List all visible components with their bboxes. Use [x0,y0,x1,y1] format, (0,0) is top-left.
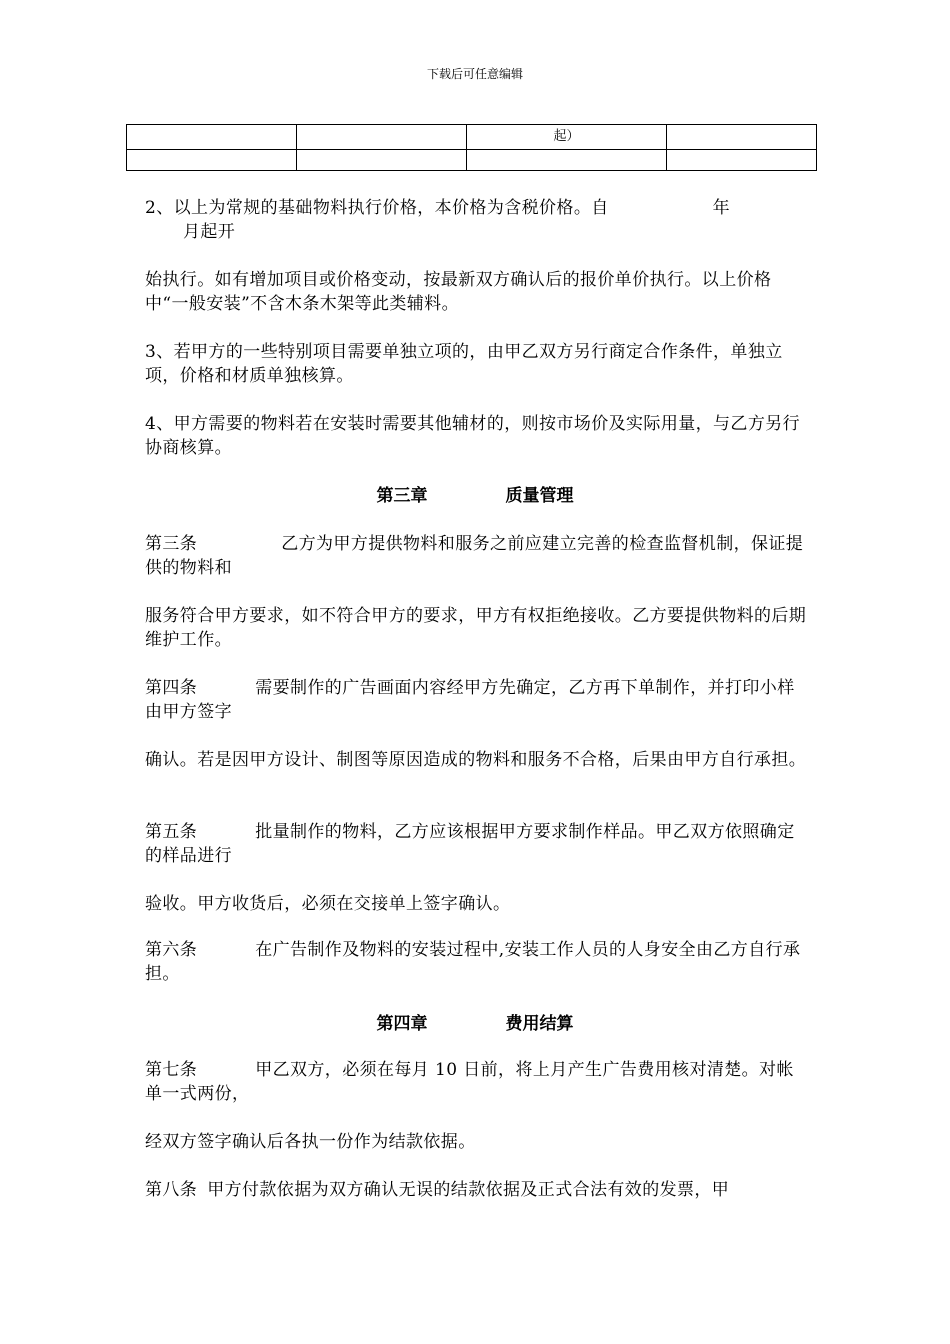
article-7-continued: 经双方签字确认后各执一份作为结款依据。 [145,1132,476,1152]
article-5-label: 第五条 [145,822,198,842]
table-cell [467,150,667,171]
article-4-label: 第四条 [145,678,198,698]
chapter-4-heading [0,1012,950,1036]
article-3-continued: 服务符合甲方要求，如不符合甲方的要求，甲方有权拒绝接收。乙方要提供物料的后期维护工作。 [145,606,807,650]
paragraph-3: 3、若甲方的一些特别项目需要单独立项的，由甲乙双方另行商定合作条件，单独立项，价格和材质单独核算。 [145,342,783,386]
table-cell [297,150,467,171]
article-7-text: 甲乙双方，必须在每月 10 日前，将上月产生广告费用核对清楚。对帐单一式两份， [145,1060,794,1104]
table-cell [127,125,297,150]
article-5 [145,820,807,868]
article-6-label: 第六条 [145,940,198,960]
article-5-text: 批量制作的物料，乙方应该根据甲方要求制作样品。甲乙双方依照确定的样品进行 [145,822,795,866]
table-row [127,125,817,150]
table-cell [127,150,297,171]
chapter-3-number: 第三章 [376,486,428,506]
article-4-text: 需要制作的广告画面内容经甲方先确定，乙方再下单制作，并打印小样由甲方签字 [145,678,795,722]
table-cell [297,125,467,150]
article-7-label: 第七条 [145,1060,198,1080]
article-3 [145,532,807,580]
chapter-3-heading [0,484,950,508]
article-3-label: 第三条 [145,534,198,554]
paragraph-2-month: 月起开 [183,222,236,242]
article-8 [145,1178,807,1202]
paragraph-4: 4、甲方需要的物料若在安装时需要其他辅材的，则按市场价及实际用量，与乙方另行协商核算。 [145,414,801,458]
article-6-text: 在广告制作及物料的安装过程中,安装工作人员的人身安全由乙方自行承担。 [145,940,801,984]
page-header: 下载后可任意编辑 [426,67,523,81]
chapter-4-title: 费用结算 [505,1014,574,1034]
article-6 [145,938,807,986]
table-cell [667,150,817,171]
article-4 [145,676,807,724]
paragraph-2-text: 2、以上为常规的基础物料执行价格，本价格为含税价格。自 [145,198,609,218]
chapter-4-number: 第四章 [376,1014,428,1034]
chapter-3-title: 质量管理 [505,486,574,506]
article-8-text: 甲方付款依据为双方确认无误的结款依据及正式合法有效的发票，甲 [207,1180,730,1200]
table-cell [667,125,817,150]
article-4-continued: 确认。若是因甲方设计、制图等原因造成的物料和服务不合格，后果由甲方自行承担。 [145,750,807,770]
table-row [127,150,817,171]
table-cell: 起） [467,125,667,150]
article-8-label: 第八条 [145,1180,198,1200]
article-7 [145,1058,807,1106]
paragraph-2-continued: 始执行。如有增加项目或价格变动，按最新双方确认后的报价单价执行。以上价格中“一般安装”不含木条木架等此类辅料。 [145,270,772,314]
paragraph-2-year: 年 [712,198,731,218]
article-5-continued: 验收。甲方收货后，必须在交接单上签字确认。 [145,894,511,914]
article-3-text: 乙方为甲方提供物料和服务之前应建立完善的检查监督机制，保证提供的物料和 [145,534,804,578]
price-table [126,124,817,171]
paragraph-2 [145,196,807,244]
